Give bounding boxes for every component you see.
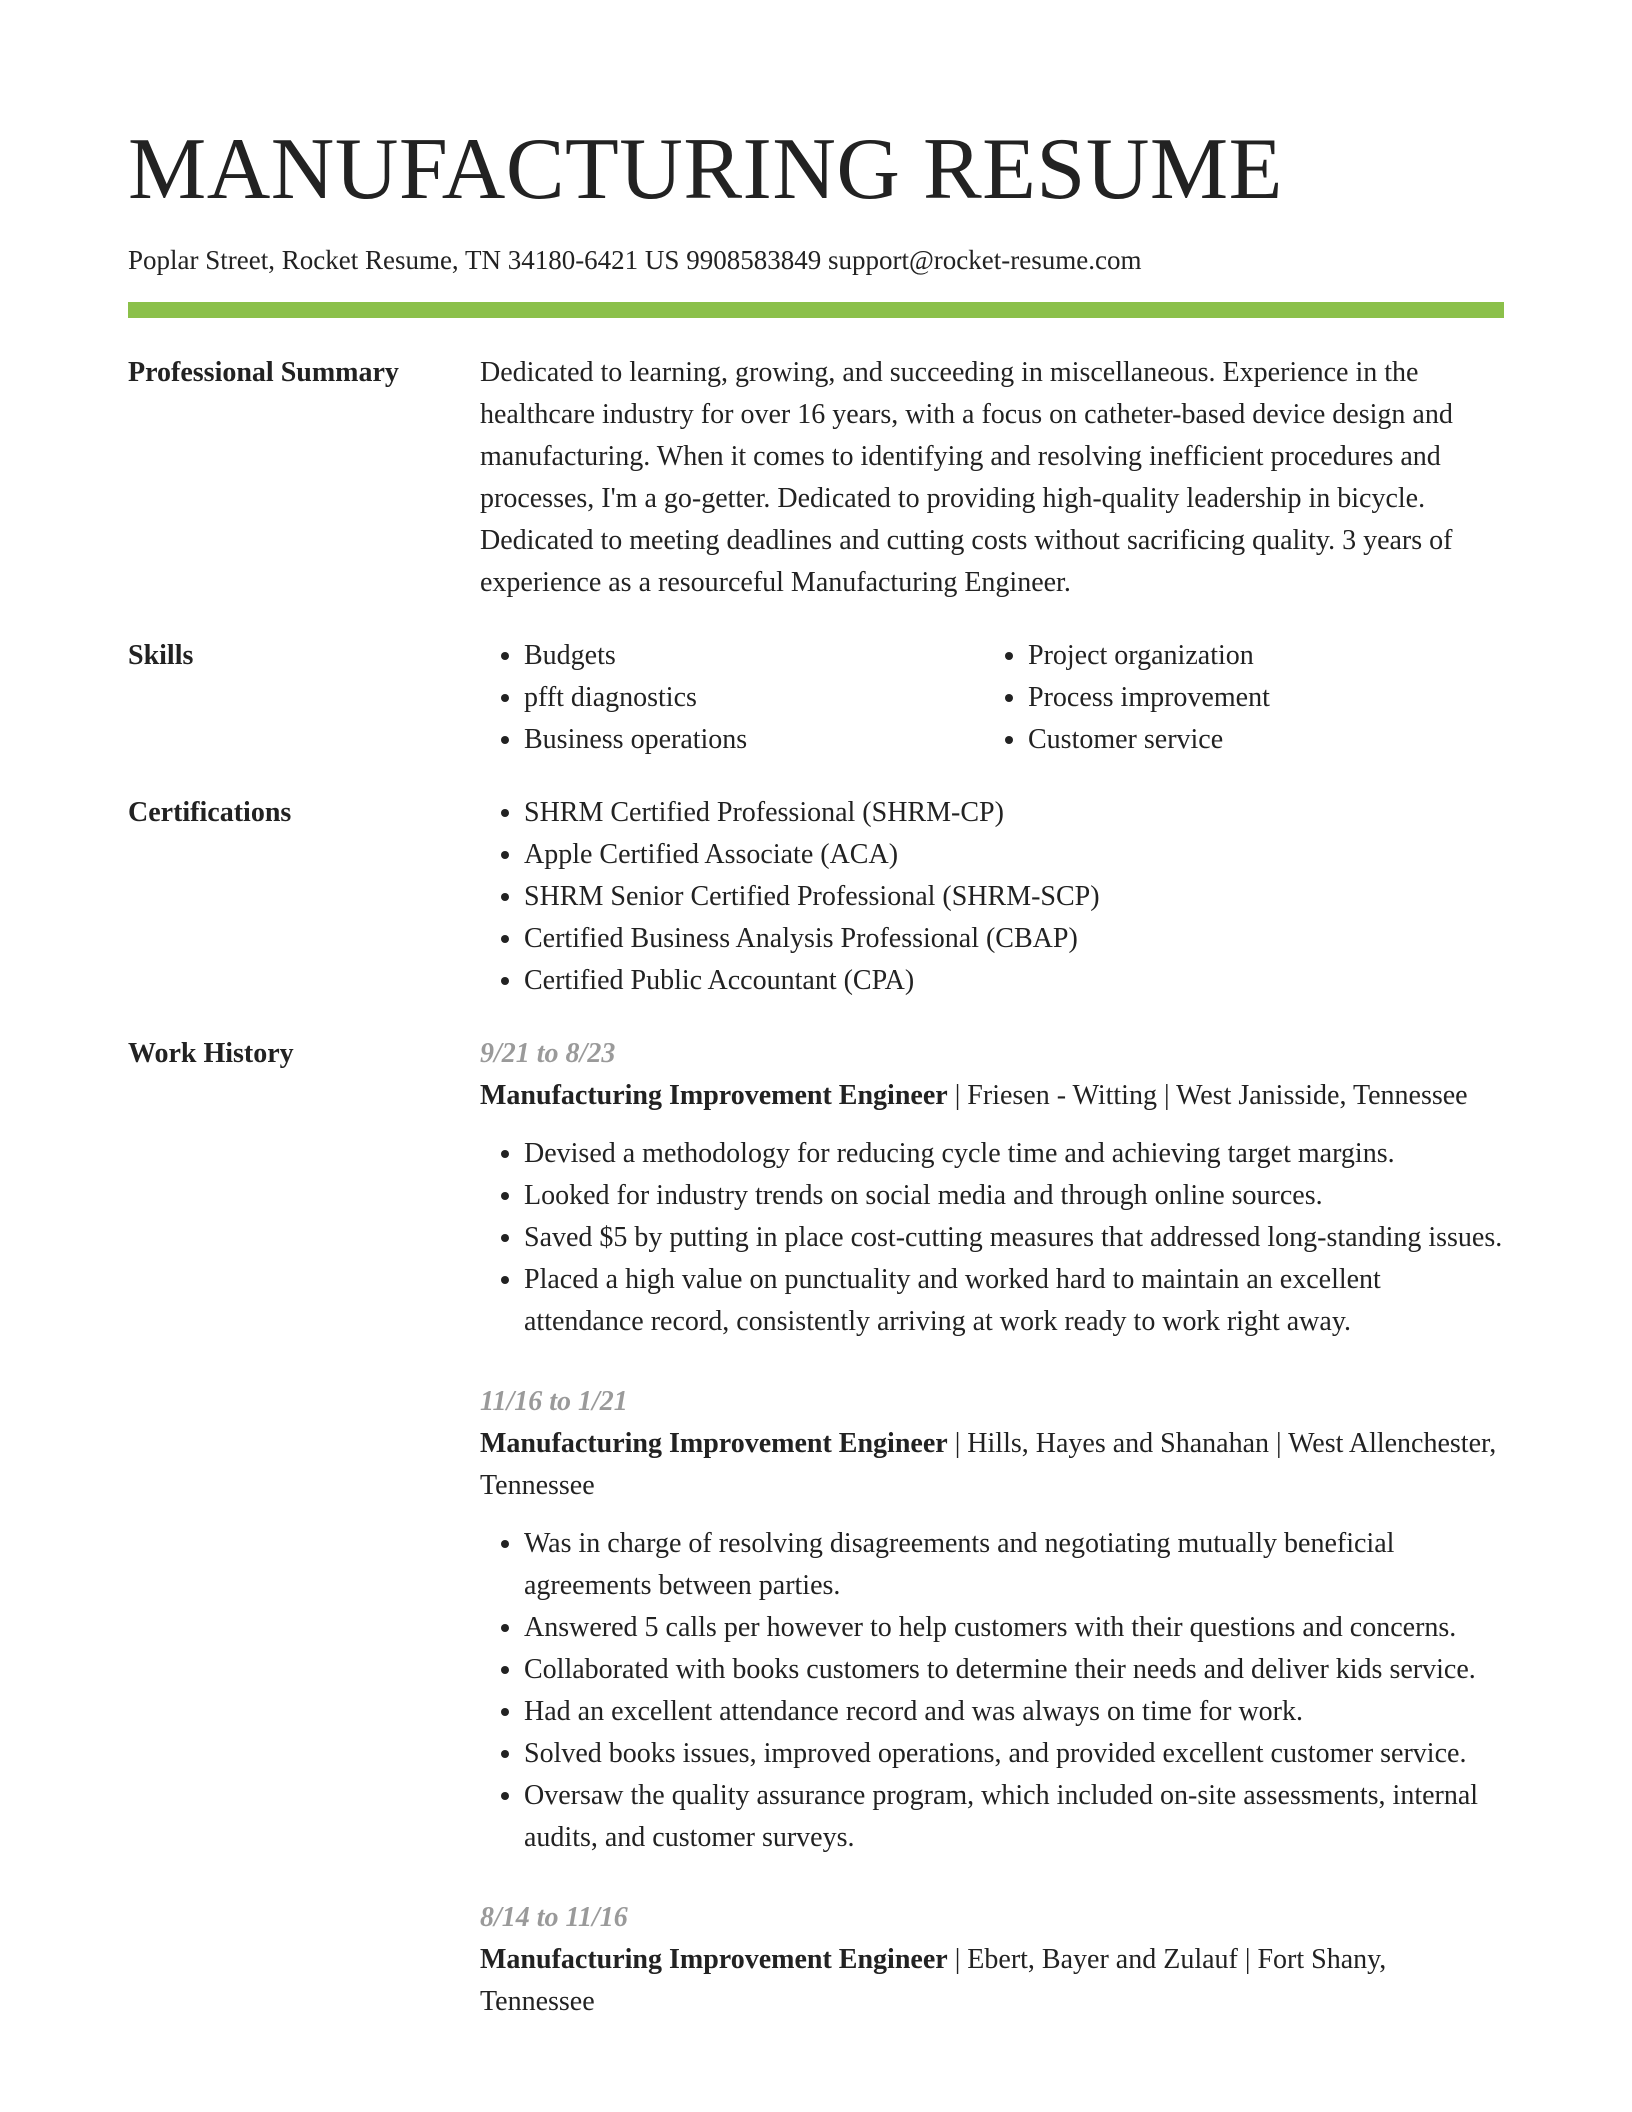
job-bullet: • Devised a methodology for reducing cycle time and achieving target margins. (524, 1133, 1504, 1175)
job-details: | Ebert, Bayer and Zulauf | Fort Shany, Tennessee (480, 1944, 1387, 2017)
certifications-heading: Certifications (128, 797, 292, 828)
job-bullet: • Answered 5 calls per however to help customers with their questions and concerns. (524, 1607, 1504, 1649)
skill-item: • pfft diagnostics (524, 677, 984, 719)
job-bullet: • Solved books issues, improved operations, and provided excellent customer service. (524, 1733, 1504, 1775)
certification-item: • SHRM Senior Certified Professional (SHRM-SCP) (524, 876, 1504, 918)
job-line (480, 1939, 1504, 2023)
job-bullet: • Was in charge of resolving disagreements and negotiating mutually beneficial agreements between parties. (524, 1523, 1504, 1607)
job-entry (480, 1381, 1504, 1859)
job-bullet: • Saved $5 by putting in place cost-cutting measures that addressed long-standing issues. (524, 1217, 1504, 1259)
skills-heading: Skills (128, 640, 194, 671)
skills-section (128, 635, 1504, 761)
job-bullet: • Oversaw the quality assurance program, which included on-site assessments, internal audits, and customer surveys. (524, 1775, 1504, 1859)
job-line (480, 1075, 1504, 1117)
summary-text: Dedicated to learning, growing, and succeeding in miscellaneous. Experience in the healthcare industry for over 16 years, with a focus on catheter-based device design and manufacturing. When it comes to identifying and resolving inefficient procedures and processes, I'm a go-getter. Dedicated to providing high-quality leadership in bicycle. Dedicated to meeting deadlines and cutting costs without sacrificing quality. 3 years of experience as a resourceful Manufacturing Engineer. (480, 357, 1453, 598)
accent-divider (128, 302, 1504, 318)
job-details: | Friesen - Witting | West Janisside, Tennessee (947, 1080, 1468, 1111)
resume-title: MANUFACTURING RESUME (128, 121, 1283, 218)
certifications-list (480, 792, 1504, 1002)
job-entry (480, 1897, 1504, 2023)
job-details: | Hills, Hayes and Shanahan | West Allenchester, Tennessee (480, 1428, 1497, 1501)
resume-page (128, 0, 1504, 2023)
skill-item: • Process improvement (1028, 677, 1488, 719)
job-title: Manufacturing Improvement Engineer (480, 1428, 948, 1459)
work-history-heading: Work History (128, 1038, 294, 1069)
certification-item: • SHRM Certified Professional (SHRM-CP) (524, 792, 1504, 834)
job-bullet: • Looked for industry trends on social media and through online sources. (524, 1175, 1504, 1217)
work-history-body (480, 1033, 1504, 2023)
job-title: Manufacturing Improvement Engineer (480, 1944, 948, 1975)
job-dates: 8/14 to 11/16 (480, 1902, 628, 1933)
skill-item: • Project organization (1028, 635, 1488, 677)
job-bullet: • Placed a high value on punctuality and worked hard to maintain an excellent attendance record, consistently arriving at work ready to work right away. (524, 1259, 1504, 1343)
certifications-section (128, 792, 1504, 1002)
job-bullet: • Collaborated with books customers to determine their needs and deliver kids service. (524, 1649, 1504, 1691)
work-history-section (128, 1033, 1504, 2023)
certification-item: • Apple Certified Associate (ACA) (524, 834, 1504, 876)
skills-body (480, 635, 1504, 761)
job-dates: 11/16 to 1/21 (480, 1386, 628, 1417)
job-entry (480, 1033, 1504, 1343)
skill-item: • Customer service (1028, 719, 1488, 761)
job-bullets (480, 1523, 1504, 1859)
skill-item: • Budgets (524, 635, 984, 677)
job-bullet: • Had an excellent attendance record and was always on time for work. (524, 1691, 1504, 1733)
contact-line: Poplar Street, Rocket Resume, TN 34180-6421 US 9908583849 support@rocket-resume.com (128, 245, 1142, 275)
job-line (480, 1423, 1504, 1507)
skill-item: • Business operations (524, 719, 984, 761)
job-title: Manufacturing Improvement Engineer (480, 1080, 948, 1111)
summary-body (480, 352, 1504, 604)
skills-list-left (480, 635, 984, 761)
certifications-body (480, 792, 1504, 1002)
certification-item: • Certified Public Accountant (CPA) (524, 960, 1504, 1002)
job-dates: 9/21 to 8/23 (480, 1038, 616, 1069)
skills-list-right (984, 635, 1488, 761)
summary-section (128, 352, 1504, 604)
certification-item: • Certified Business Analysis Professional (CBAP) (524, 918, 1504, 960)
job-bullets (480, 1133, 1504, 1343)
summary-heading: Professional Summary (128, 357, 399, 388)
